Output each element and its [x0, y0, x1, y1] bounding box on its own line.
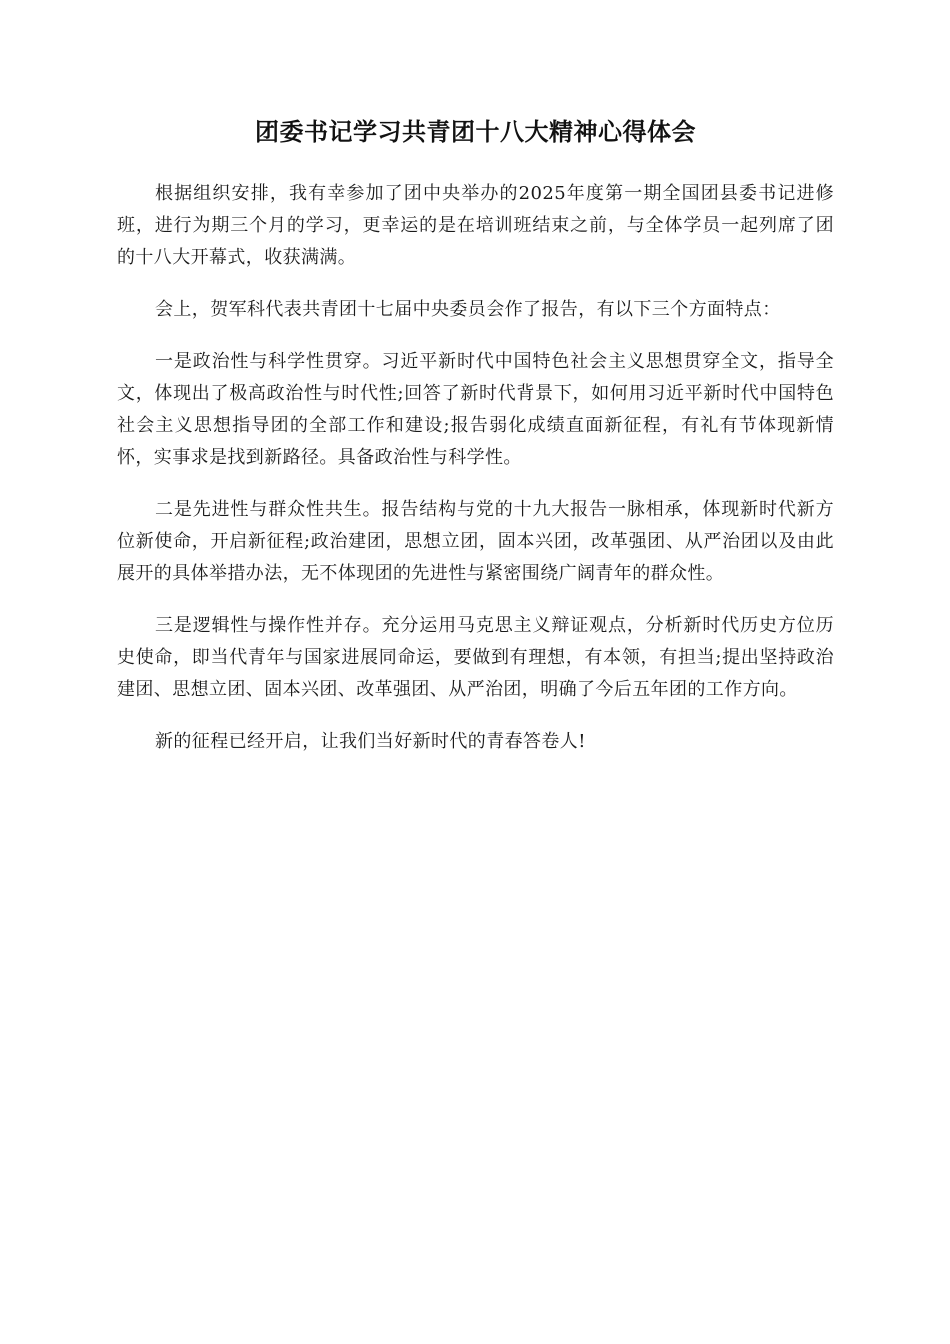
paragraph-point-two: 二是先进性与群众性共生。报告结构与党的十九大报告一脉相承，体现新时代新方位新使命，开启新征程;政治建团，思想立团，固本兴团，改革强团、从严治团以及由此展开的具体举措办法，无不体现团的先进性与紧密围绕广阔青年的群众性。 [117, 499, 834, 584]
paragraph-intro: 根据组织安排，我有幸参加了团中央举办的2025年度第一期全国团县委书记进修班，进行为期三个月的学习，更幸运的是在培训班结束之前，与全体学员一起列席了团的十八大开幕式，收获满满。 [117, 183, 834, 268]
document-title: 团委书记学习共青团十八大精神心得体会 [255, 117, 696, 146]
paragraph-point-three: 三是逻辑性与操作性并存。充分运用马克思主义辩证观点，分析新时代历史方位历史使命，即当代青年与国家进展同命运，要做到有理想，有本领，有担当;提出坚持政治建团、思想立团、固本兴团、改革强团、从严治团，明确了今后五年团的工作方向。 [117, 615, 834, 700]
paragraph-closing: 新的征程已经开启，让我们当好新时代的青春答卷人! [155, 731, 586, 752]
paragraph-report-summary: 会上，贺军科代表共青团十七届中央委员会作了报告，有以下三个方面特点： [155, 299, 781, 320]
paragraph-point-one: 一是政治性与科学性贯穿。习近平新时代中国特色社会主义思想贯穿全文，指导全文，体现出了极高政治性与时代性;回答了新时代背景下，如何用习近平新时代中国特色社会主义思想指导团的全部工作和建设;报告弱化成绩直面新征程，有礼有节体现新情怀，实事求是找到新路径。具备政治性与科学性。 [117, 351, 834, 468]
document-body [117, 178, 834, 758]
